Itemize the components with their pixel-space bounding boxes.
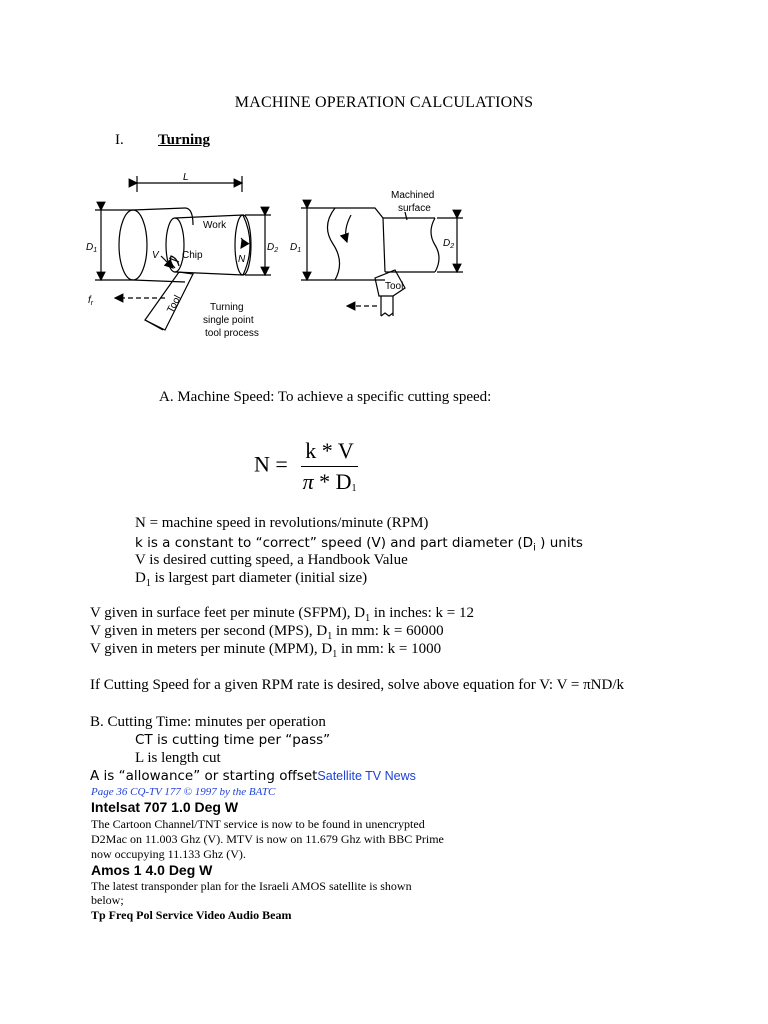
label-machined-2: surface [398,203,431,214]
label-tool-right: Tool [385,281,404,292]
intelsat-line-1: The Cartoon Channel/TNT service is now to be found in unencrypted [91,817,425,831]
formula-denominator: π * $D_1$ [302,469,357,494]
label-machined-1: Machined [391,190,435,201]
label-chip: Chip [182,250,203,261]
page-reference: Page 36 CQ-TV 177 © 1997 by the BATC [91,786,276,798]
amos-line-2: below; [91,893,124,907]
def-d1: $D_1$ is largest part diameter (initial size) [135,570,368,589]
intelsat-line-3: now occupying 11.133 Ghz (V). [91,847,246,861]
def-ct: CT is cutting time per “pass” [135,732,331,748]
label-d1-right: $D_1$ [290,242,302,254]
def-n: N = machine speed in revolutions/minute (RPM) [135,515,429,531]
part-a-heading: A. Machine Speed: To achieve a specific cutting speed: [159,389,492,405]
label-v: V [152,250,159,261]
formula-numerator: k * V [301,438,358,467]
label-tool-left: Tool [165,293,184,315]
satellite-tv-news-link[interactable]: Satellite TV News [317,769,416,783]
unit-line-sfpm: V given in surface feet per minute (SFPM), $D_1$ in inches: k = 12 [90,605,474,624]
right-figure [301,208,463,316]
unit-line-mps: V given in meters per second (MPS), $D_1$ in mm: k = 60000 [90,623,444,642]
section-number: I. [115,132,124,148]
document-title: MACHINE OPERATION CALCULATIONS [234,94,534,111]
intelsat-heading: Intelsat 707 1.0 Deg W [91,799,239,815]
caption-line-3: tool process [205,328,259,339]
label-d2-left: $D_2$ [267,242,279,254]
caption-line-2: single point [203,315,254,326]
part-b-heading: B. Cutting Time: minutes per operation [90,714,326,730]
label-length: L [183,172,189,183]
amos-line-1: The latest transponder plan for the Israeli AMOS satellite is shown [91,879,412,893]
caption-line-1: Turning [210,302,244,313]
def-k: k is a constant to “correct” speed (V) and part diameter ($D_i$ ) units [135,535,583,554]
label-n: N [238,254,246,265]
amos-table-header: Tp Freq Pol Service Video Audio Beam [91,908,292,922]
formula-lhs: N = [254,451,294,477]
label-work: Work [203,220,227,231]
def-a-line [90,767,416,785]
formula-fraction [301,438,358,495]
unit-line-mpm: V given in meters per minute (MPM), $D_1$ in mm: k = 1000 [90,641,442,660]
def-a: A is “allowance” or starting offset [90,768,318,784]
intelsat-line-2: D2Mac on 11.003 Ghz (V). MTV is now on 11.679 Ghz with BBC Prime [91,832,444,846]
label-d1-left: $D_1$ [86,242,98,254]
speed-formula [254,438,358,495]
turning-diagram [85,170,485,345]
def-v: V is desired cutting speed, a Handbook Value [135,552,408,568]
section-title: Turning [158,132,210,148]
cutting-speed-note: If Cutting Speed for a given RPM rate is desired, solve above equation for V: V = πND/k [90,677,625,693]
label-d2-right: $D_2$ [443,238,455,250]
def-l: L is length cut [135,750,221,766]
label-feed: $f_r$ [88,295,94,307]
amos-heading: Amos 1 4.0 Deg W [91,862,213,878]
